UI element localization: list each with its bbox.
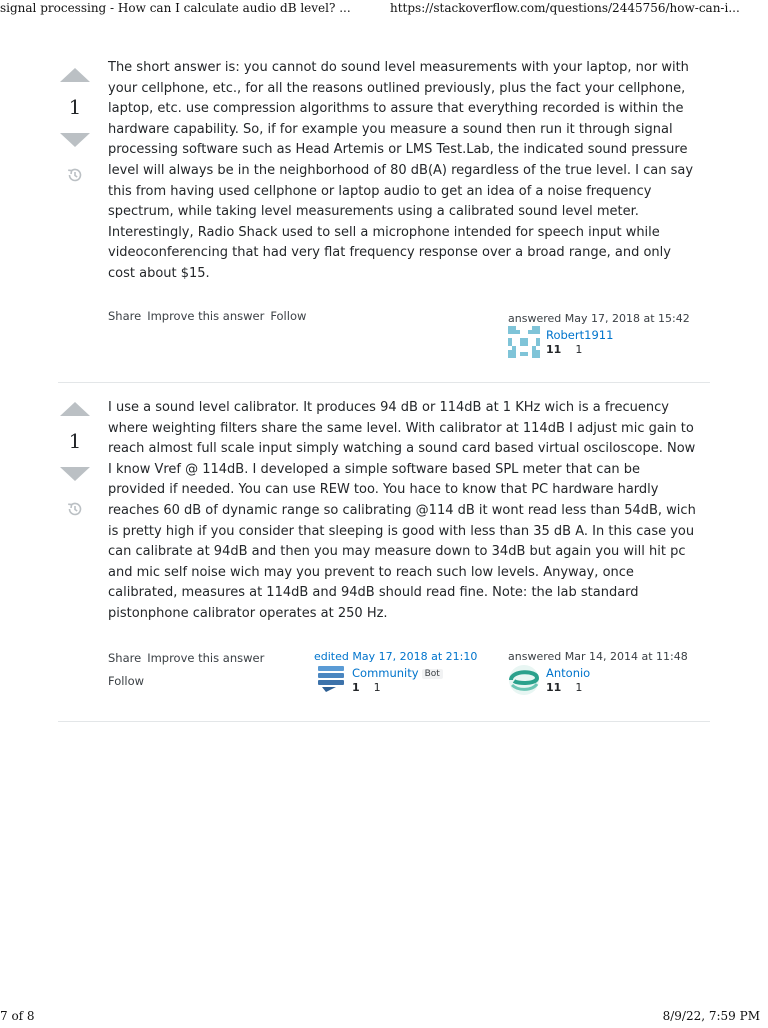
answer-text: The short answer is: you cannot do sound level measurements with your laptop, nor with your cellphone, etc., for all the reasons outlined previously, plus the fact your cellphone, laptop, etc. use compression algorithms to assure that everything recorded is within the hardware capability. So, if for example you measure a sound then run it through signal processing software such as Head Artemis or LMS Test.Lab, the indicated sound pressure level will always be in the neighborhood of 80 dB(A) regardless of the true level. I can say this from having used cellphone or laptop audio to get an idea of a noise frequency spectrum, while taking level measurements using a calibrated sound level meter. Interestingly, Radio Shack used to sell a microphone intended for speech input while videoconferencing that had very flat frequency response over a broad range, and only cost about $15.: [108, 60, 694, 281]
improve-answer-link[interactable]: Improve this answer: [147, 309, 265, 323]
bot-badge: Bot: [422, 669, 443, 679]
reputation-score: 11: [546, 343, 562, 356]
author-name-link[interactable]: Antonio: [546, 666, 591, 680]
answered-timestamp: answered Mar 14, 2014 at 11:48: [508, 650, 688, 663]
downvote-arrow-icon[interactable]: [60, 133, 90, 147]
follow-link[interactable]: Follow: [108, 674, 145, 688]
print-footer: [0, 1008, 768, 1028]
author-signature: [508, 312, 708, 364]
bronze-badge-count: 1: [575, 343, 583, 356]
author-reputation: [546, 343, 582, 356]
print-datetime: 8/9/22, 7:59 PM: [662, 1009, 760, 1023]
identicon-avatar[interactable]: [508, 326, 540, 358]
vote-count: 1: [68, 429, 82, 453]
community-stack-icon[interactable]: [318, 664, 344, 692]
bronze-badge-count: 1: [373, 681, 381, 694]
avatar-swirl-icon[interactable]: [508, 664, 540, 696]
history-icon[interactable]: [66, 166, 84, 184]
print-page-title: signal processing - How can I calculate audio dB level? ...: [0, 1, 351, 15]
post-menu: [108, 647, 278, 693]
reputation-score: 11: [546, 681, 562, 694]
editor-reputation: [352, 681, 381, 694]
answer-body: [108, 58, 698, 285]
bronze-badge-count: 1: [575, 681, 583, 694]
share-link[interactable]: Share: [108, 651, 142, 665]
answer-text: I use a sound level calibrator. It produces 94 dB or 114dB at 1 KHz wich is a frecuency where weighting filters share the same level. With calibrator at 114dB I adjust mic gain to reach almost full scale input simply watching a sound card based virtual osciloscope. Now I know Vref @ 114dB. I developed a simple software based SPL meter that can be provided if needed. You can use REW too. You hace to know that PC hardware hardly reaches 60 dB of dynamic range so calibrating @114 dB it wont read less than 54dB, wich is pretty high if you consider that sleeping is good with less than 35 dB A. In this case you can calibrate at 94dB and then you may measure down to 34dB but again you will hit pc and mic self noise wich may you prevent to reach such low levels. Anyway, once calibrated, measures at 114dB and 94dB should read fine. Note: the lab standard pistonphone calibrator operates at 250 Hz.: [108, 400, 696, 621]
author-name-link[interactable]: Robert1911: [546, 328, 614, 342]
print-page-url: https://stackoverflow.com/questions/2445756/how-can-i...: [390, 1, 740, 15]
downvote-arrow-icon[interactable]: [60, 467, 90, 481]
edited-timestamp-link[interactable]: edited May 17, 2018 at 21:10: [314, 650, 478, 663]
answer-body: [108, 398, 698, 625]
history-icon[interactable]: [66, 500, 84, 518]
share-link[interactable]: Share: [108, 309, 142, 323]
editor-signature: [314, 650, 494, 702]
answer-post: [58, 382, 710, 722]
author-signature: [508, 650, 708, 702]
follow-link[interactable]: Follow: [270, 309, 307, 323]
improve-answer-link[interactable]: Improve this answer: [147, 651, 265, 665]
upvote-arrow-icon[interactable]: [60, 402, 90, 416]
vote-count: 1: [68, 95, 82, 119]
editor-name-link[interactable]: [352, 666, 443, 680]
answer-post: [58, 48, 710, 383]
print-page-number: 7 of 8: [0, 1009, 35, 1023]
post-menu: [108, 309, 312, 323]
upvote-arrow-icon[interactable]: [60, 68, 90, 82]
reputation-score: 1: [352, 681, 360, 694]
print-header: [0, 0, 768, 20]
editor-name[interactable]: Community: [352, 666, 419, 680]
answered-timestamp: answered May 17, 2018 at 15:42: [508, 312, 690, 325]
author-reputation: [546, 681, 582, 694]
